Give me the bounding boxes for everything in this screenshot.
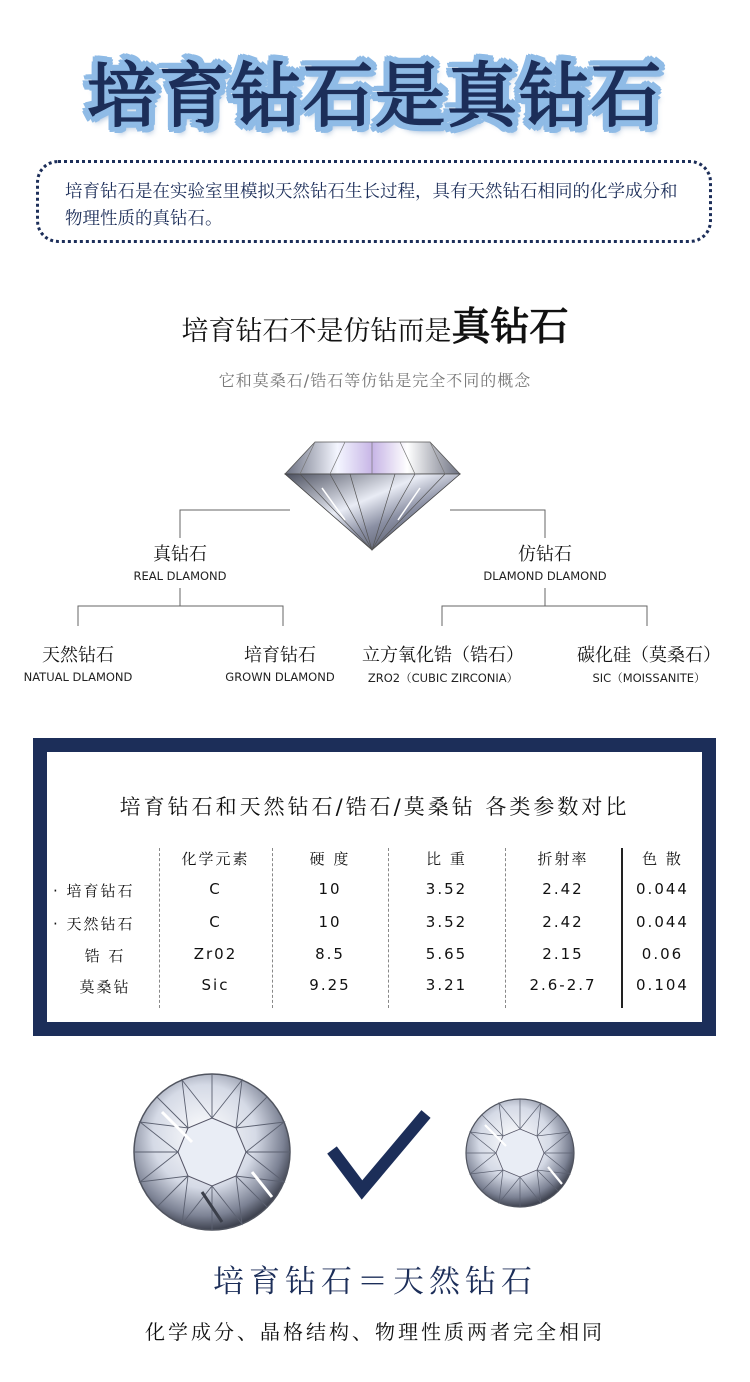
table-row-name: 莫桑钻 [79, 978, 131, 996]
node-fake-cn: 仿钻石 [518, 544, 572, 565]
comparison-panel [33, 738, 716, 1036]
table-header: 硬 度 [309, 850, 351, 868]
table-cell: 10 [318, 913, 342, 931]
table-cell: 8.5 [315, 945, 345, 963]
section-subtitle: 它和莫桑石/锆石等仿钻是完全不同的概念 [218, 371, 532, 390]
table-header: 比 重 [426, 850, 467, 868]
table-row-name: · 天然钻石 [53, 915, 135, 933]
table-cell: C [209, 913, 222, 931]
node-fake-diamond [460, 540, 630, 583]
table-cell: Zr02 [193, 945, 238, 963]
node-natural-cn: 天然钻石 [42, 645, 114, 666]
node-real-en: REAL DLAMOND [133, 569, 227, 583]
node-real-diamond [110, 540, 250, 583]
table-cell: 3.52 [425, 913, 468, 931]
intro-text: 培育钻石是在实验室里模拟天然钻石生长过程，具有天然钻石相同的化学成分和物理性质的真钻石。 [65, 182, 678, 229]
table-row-name: · 培育钻石 [53, 882, 135, 900]
node-zirconia-cn: 立方氧化锆（锆石） [362, 645, 524, 666]
table-cell: 0.044 [636, 913, 689, 931]
node-moissanite [566, 641, 732, 686]
comparison-table [47, 752, 702, 1022]
table-header: 折射率 [537, 850, 589, 868]
table-cell: 0.104 [636, 976, 689, 994]
section-title-prefix: 培育钻石不是仿钻而是 [181, 316, 452, 347]
table-cell: 2.42 [542, 880, 584, 898]
node-natural-diamond [8, 641, 148, 684]
node-zirconia [352, 641, 534, 686]
section-title [0, 296, 750, 352]
equal-subtitle: 化学成分、晶格结构、物理性质两者完全相同 [145, 1320, 605, 1344]
node-moissanite-cn: 碳化硅（莫桑石） [577, 645, 721, 666]
table-cell: 3.52 [425, 880, 468, 898]
table-header: 色 散 [642, 850, 683, 868]
table-header: 化学元素 [181, 850, 250, 868]
table-cell: Sic [201, 976, 230, 994]
table-cell: 0.06 [641, 945, 684, 963]
table-cell: 2.6-2.7 [529, 976, 597, 994]
table-cell: 9.25 [309, 976, 351, 994]
section-title-emphasis: 真钻石 [451, 305, 569, 350]
node-natural-en: NATUAL DLAMOND [23, 670, 133, 684]
diamond-top-image [464, 1097, 576, 1209]
node-grown-cn: 培育钻石 [244, 645, 316, 666]
node-zirconia-en: ZRO2（CUBIC ZIRCONIA） [367, 671, 519, 685]
table-row-name: 锆 石 [84, 947, 126, 965]
table-cell: 2.15 [542, 945, 584, 963]
table-cell: 10 [318, 880, 342, 898]
intro-box [36, 160, 712, 243]
classification-tree-lines [0, 430, 750, 630]
checkmark-icon [326, 1108, 432, 1200]
node-grown-en: GROWN DLAMOND [225, 670, 335, 684]
equal-title: 培育钻石＝天然钻石 [213, 1264, 537, 1300]
node-grown-diamond [210, 641, 350, 684]
node-fake-en: DLAMOND DLAMOND [483, 569, 607, 583]
page-title: 培育钻石是真钻石 [87, 55, 663, 137]
node-real-cn: 真钻石 [153, 544, 207, 565]
diamond-side-image [285, 442, 460, 550]
table-cell: 2.42 [542, 913, 584, 931]
table-cell: 5.65 [425, 945, 468, 963]
comparison-title: 培育钻石和天然钻石/锆石/莫桑钻 各类参数对比 [119, 795, 630, 819]
table-cell: C [209, 880, 222, 898]
table-cell: 3.21 [425, 976, 468, 994]
diamond-top-image [132, 1072, 292, 1232]
node-moissanite-en: SIC（MOISSANITE） [592, 671, 706, 685]
table-cell: 0.044 [636, 880, 689, 898]
